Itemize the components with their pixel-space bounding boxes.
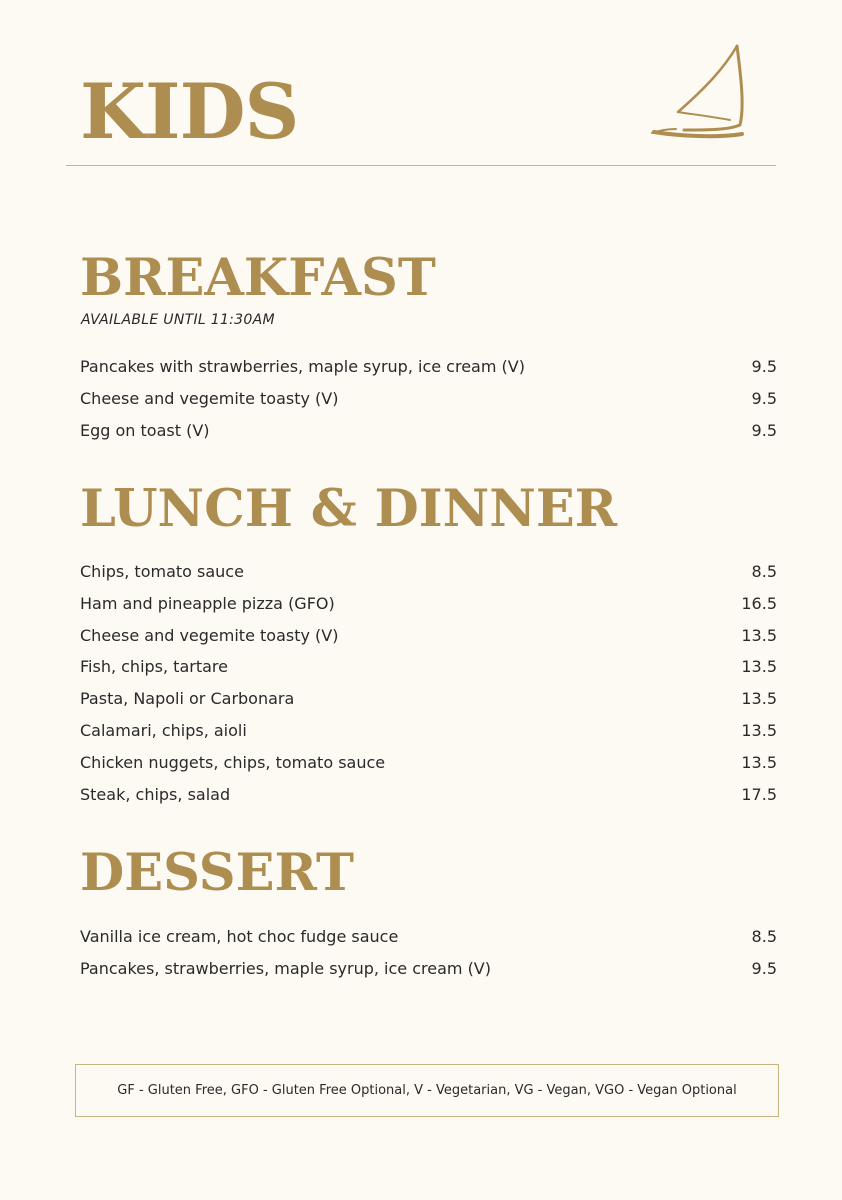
menu-item-name: Egg on toast (V) bbox=[80, 420, 210, 440]
menu-item-name: Pasta, Napoli or Carbonara bbox=[80, 689, 295, 709]
lunch-dinner-heading: LUNCH & DINNER bbox=[80, 479, 618, 539]
sailboat-icon bbox=[648, 40, 752, 144]
dietary-legend-box bbox=[75, 1064, 779, 1117]
menu-item-name: Fish, chips, tartare bbox=[80, 657, 228, 677]
menu-item bbox=[80, 351, 777, 383]
menu-item-name: Pancakes with strawberries, maple syrup, ice cream (V) bbox=[80, 357, 525, 376]
menu-item-name: Vanilla ice cream, hot choc fudge sauce bbox=[80, 927, 399, 946]
menu-item-name: Cheese and vegemite toasty (V) bbox=[80, 625, 339, 645]
menu-item bbox=[80, 779, 777, 811]
menu-item bbox=[80, 556, 777, 588]
lunch-dinner-menu-list bbox=[80, 556, 777, 810]
menu-item-price: 13.5 bbox=[741, 720, 777, 740]
menu-item-price: 13.5 bbox=[741, 625, 777, 645]
menu-item-name: Chips, tomato sauce bbox=[80, 562, 244, 581]
menu-item bbox=[80, 415, 777, 447]
menu-item-price: 13.5 bbox=[741, 752, 777, 772]
menu-item bbox=[80, 588, 777, 620]
menu-item bbox=[80, 953, 777, 985]
header-divider bbox=[66, 165, 776, 166]
dessert-menu-list bbox=[80, 921, 777, 985]
menu-item-price: 9.5 bbox=[751, 420, 777, 440]
menu-item-price: 9.5 bbox=[751, 958, 777, 978]
menu-item-name: Pancakes, strawberries, maple syrup, ice cream (V) bbox=[80, 958, 491, 978]
menu-item-name: Chicken nuggets, chips, tomato sauce bbox=[80, 752, 386, 772]
menu-item-name: Calamari, chips, aioli bbox=[80, 720, 247, 740]
menu-item-name: Cheese and vegemite toasty (V) bbox=[80, 388, 339, 408]
menu-item-price: 16.5 bbox=[741, 593, 777, 613]
menu-item bbox=[80, 620, 777, 652]
dessert-heading: DESSERT bbox=[80, 843, 354, 903]
menu-item-price: 17.5 bbox=[741, 784, 777, 804]
page-title: KIDS bbox=[80, 67, 299, 156]
menu-item bbox=[80, 383, 777, 415]
menu-item bbox=[80, 747, 777, 779]
menu-item bbox=[80, 921, 777, 953]
menu-item-price: 8.5 bbox=[751, 562, 777, 581]
breakfast-menu-list bbox=[80, 351, 777, 446]
menu-item-price: 8.5 bbox=[751, 927, 777, 946]
menu-item bbox=[80, 683, 777, 715]
menu-item-price: 9.5 bbox=[751, 388, 777, 408]
menu-item-price: 13.5 bbox=[741, 657, 777, 677]
dietary-legend-text: GF - Gluten Free, GFO - Gluten Free Optional, V - Vegetarian, VG - Vegan, VGO - Vegan Optional bbox=[117, 1083, 737, 1098]
menu-item-price: 9.5 bbox=[751, 357, 777, 376]
menu-item bbox=[80, 715, 777, 747]
menu-item-name: Steak, chips, salad bbox=[80, 784, 231, 804]
breakfast-heading: BREAKFAST bbox=[80, 248, 436, 308]
menu-item-price: 13.5 bbox=[741, 689, 777, 709]
menu-item bbox=[80, 651, 777, 683]
menu-item-name: Ham and pineapple pizza (GFO) bbox=[80, 593, 335, 613]
breakfast-availability-note: AVAILABLE UNTIL 11:30AM bbox=[81, 312, 275, 328]
